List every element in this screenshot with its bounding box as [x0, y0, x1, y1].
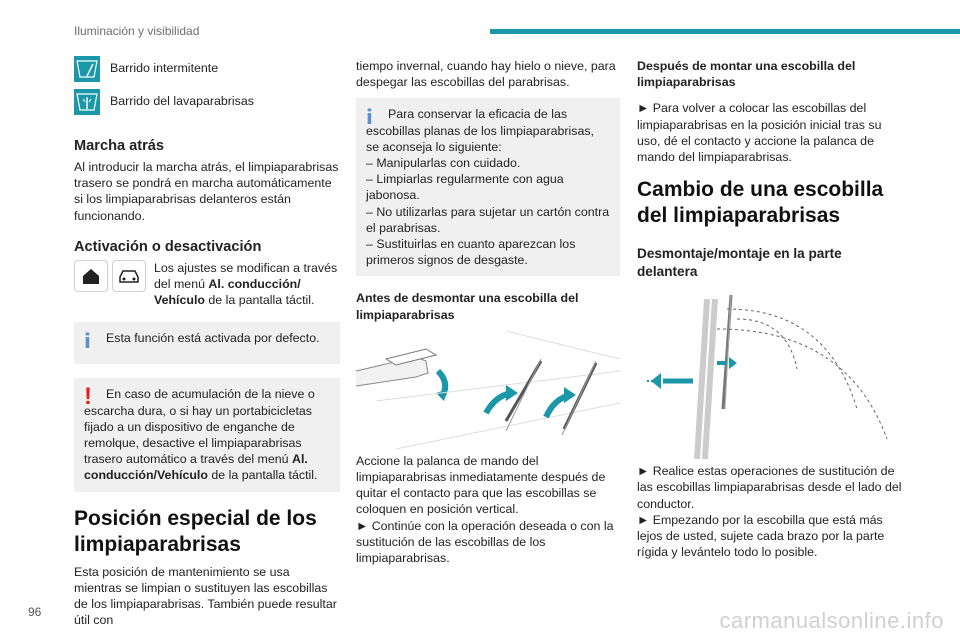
after-fitting-heading: Después de montar una escobilla del limpiaparabrisas	[637, 59, 856, 90]
activation-text: Los ajustes se modifican a través del menú	[154, 260, 338, 292]
continued-text: tiempo invernal, cuando hay hielo o nieve, para despegar las escobillas del parabrisas.	[356, 59, 616, 90]
home-icon	[74, 260, 108, 292]
warning-note	[74, 378, 340, 491]
front-removal-heading: Desmontaje/montaje en la parte delantera	[637, 246, 842, 280]
info-note-text: Esta función está activada por defecto.	[106, 331, 320, 346]
activation-block	[74, 260, 340, 309]
intermittent-wipe-icon	[74, 56, 100, 82]
info-note	[74, 322, 340, 364]
washer-wipe-icon	[74, 89, 100, 115]
activation-menu: Al. conducción/ Vehículo	[154, 277, 301, 308]
warning-text-end: de la pantalla táctil.	[207, 468, 318, 483]
warning-icon: !	[84, 383, 92, 411]
watermark: carmanualsonline.info	[719, 608, 944, 633]
info-icon: i	[84, 329, 91, 354]
section-title: Iluminación y visibilidad	[74, 24, 200, 38]
header-accent-bar	[490, 29, 960, 34]
icon-item-label: Barrido intermitente	[110, 61, 219, 75]
front-wiper-illustration	[637, 289, 903, 459]
after-fitting-step: ► Para volver a colocar las escobillas del limpiaparabrisas en la posición inicial tras su uso, dé el contacto y accione la palanca de mando del limpiaparabrisas.	[637, 101, 882, 165]
warning-menu: Al. conducción/Vehículo	[84, 452, 308, 483]
front-step-1: ► Realice estas operaciones de sustitución de las escobillas limpiaparabrisas desde el lado del conductor.	[637, 464, 902, 511]
before-removal-step: ► Continúe con la operación deseada o con la sustitución de las escobillas de los limpiaparabrisas.	[356, 518, 614, 566]
car-icon	[112, 260, 146, 292]
tip-intro: Para conservar la eficacia de las escobillas planas de los limpiaparabrisas, se aconseja lo siguiente:	[366, 107, 594, 154]
tip-item: – Sustituirlas en cuanto aparezcan los primeros signos de desgaste.	[366, 237, 576, 268]
tip-item: – Manipularlas con cuidado.	[366, 156, 521, 171]
blade-change-heading: Cambio de una escobilla del limpiaparabrisas	[637, 178, 884, 228]
wiper-lever-illustration	[356, 331, 620, 449]
tip-note	[356, 98, 620, 276]
icon-item-washer	[74, 89, 340, 119]
page-number: 96	[28, 605, 42, 619]
activation-heading: Activación o desactivación	[74, 238, 262, 255]
icon-item-label: Barrido del lavaparabrisas	[110, 94, 254, 108]
tip-item: – Limpiarlas regularmente con agua jabonosa.	[366, 172, 564, 203]
reverse-text: Al introducir la marcha atrás, el limpiaparabrisas trasero se pondrá en marcha automáticamente si los limpiaparabrisas delanteros están funcionando.	[74, 160, 339, 223]
column-3	[637, 56, 903, 560]
special-position-text: Esta posición de mantenimiento se usa mientras se limpian o sustituyen las escobillas de los limpiaparabrisas. También puede resultar útil con	[74, 564, 337, 628]
before-removal-text: Accione la palanca de mando del limpiaparabrisas inmediatamente después de quitar el contacto para que las escobillas se coloquen en posición vertical.	[356, 453, 606, 517]
reverse-heading: Marcha atrás	[74, 138, 165, 154]
warning-text: En caso de acumulación de la nieve o escarcha dura, o si hay un portabicicletas fijado a un dispositivo de enganche de remolque, desactive el limpiaparabrisas trasero automático a través del menú	[84, 387, 315, 467]
special-position-heading: Posición especial de los limpiaparabrisas	[74, 506, 317, 556]
info-icon: i	[366, 105, 373, 130]
front-step-2: ► Empezando por la escobilla que está más lejos de usted, sujete cada brazo por la parte rígida y levántelo todo lo posible.	[637, 512, 885, 560]
icon-item-intermittent	[74, 56, 340, 86]
activation-text-end: de la pantalla táctil.	[204, 293, 315, 308]
column-2	[356, 56, 620, 566]
tip-item: – No utilizarlas para sujetar un cartón contra el parabrisas.	[366, 204, 610, 235]
column-1	[74, 56, 340, 628]
before-removal-heading: Antes de desmontar una escobilla del limpiaparabrisas	[356, 291, 579, 322]
